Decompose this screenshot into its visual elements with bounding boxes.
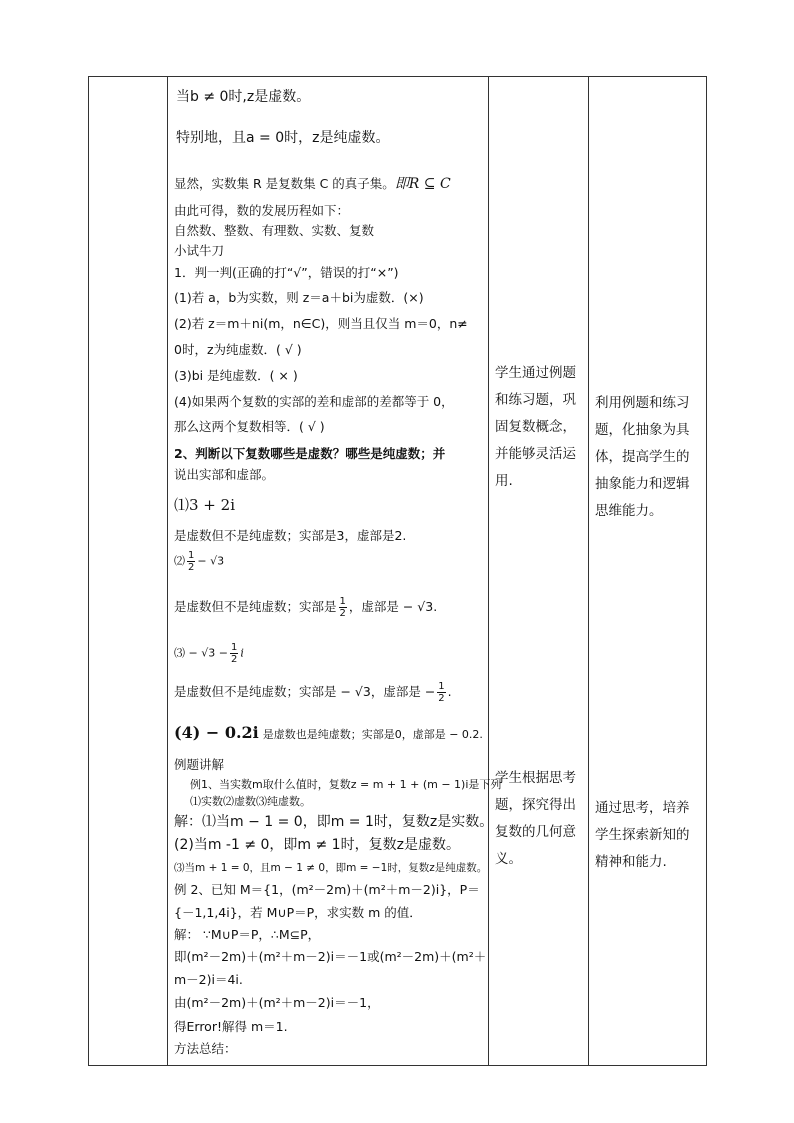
question-2-title: 2、判断以下复数哪些是虚数？哪些是纯虚数；并	[174, 446, 446, 461]
content-cell	[168, 77, 502, 1065]
question-1-item-4: (4)如果两个复数的实部的差和虚部的差都等于 0，	[174, 394, 454, 409]
example-2-solution-1: 解： ∵M∪P＝P，∴M⊆P，	[174, 927, 321, 942]
question-2-answer-1: 是虚数但不是纯虚数；实部是3，虚部是2.	[174, 528, 407, 543]
line-imaginary-condition: 当b ≠ 0时,z是虚数。	[176, 89, 311, 105]
question-1-item-4-cont: 那么这两个复数相等．( √ )	[174, 419, 325, 434]
line-number-sets: 自然数、整数、有理数、实数、复数	[174, 223, 375, 238]
example-2-solution-5: 得Error!解得 m＝1.	[174, 1019, 288, 1034]
example-1-options: ⑴实数⑵虚数⑶纯虚数。	[190, 795, 311, 808]
example-2-title-cont: {－1,1,4i}，若 M∪P＝P，求实数 m 的值．	[174, 905, 422, 920]
example-1-title: 例1、当实数m取什么值时，复数z = m + 1 + (m − 1)i是下列	[190, 778, 502, 791]
example-1-solution-2: (2)当m -1 ≠ 0，即m ≠ 1时，复数z是虚数。	[174, 837, 460, 853]
method-summary: 方法总结：	[174, 1041, 237, 1056]
example-2-title: 例 2、已知 M＝{1，(m²－2m)＋(m²＋m－2)i}，P＝	[174, 882, 480, 897]
student-activity-2: 学生根据思考题，探究得出复数的几何意义。	[495, 770, 576, 867]
example-2-solution-4: 由(m²－2m)＋(m²＋m－2)i＝－1，	[174, 995, 380, 1010]
line-pure-imaginary-condition: 特别地，且a = 0时，z是纯虚数。	[176, 130, 390, 146]
line-real-subset: 显然，实数集 R 是复数集 C 的真子集。即R ⊆ C	[174, 176, 451, 192]
question-2-item-3: ⑶ − √3 − $\frac{1}{2}$ i	[174, 642, 244, 665]
section-examples: 例题讲解	[174, 757, 225, 772]
example-1-solution-3: ⑶当m + 1 = 0，且m − 1 ≠ 0，即m = −1时，复数z是纯虚数。	[174, 862, 488, 874]
question-2-item-1: ⑴3 + 2i	[174, 496, 235, 514]
table-border-bottom	[88, 1065, 707, 1066]
question-2-item-2: ⑵ $\frac{1}{2}$ − √3	[174, 550, 225, 573]
question-2-title-cont: 说出实部和虚部。	[174, 467, 275, 482]
student-activity-1: 学生通过例题和练习题，巩固复数概念，并能够灵活运用.	[495, 365, 576, 489]
question-2-item-4: (4) − 0.2i 是虚数也是纯虚数；实部是0，虚部是 − 0.2.	[174, 723, 483, 742]
question-1-item-3: (3)bi 是纯虚数．( × )	[174, 368, 298, 383]
question-1-title: 1．判一判(正确的打“√”，错误的打“×”)	[174, 265, 399, 280]
example-2-solution-2: 即(m²－2m)＋(m²＋m－2)i＝－1或(m²－2m)＋(m²＋	[174, 949, 487, 964]
design-intent-cell	[589, 77, 706, 1065]
section-quick-practice: 小试牛刀	[174, 243, 225, 258]
question-2-answer-3: 是虚数但不是纯虚数；实部是 − √3，虚部是 − $\frac{1}{2}$ .	[174, 681, 452, 704]
line-development: 由此可得，数的发展历程如下：	[174, 203, 350, 218]
student-activity-cell	[489, 77, 588, 1065]
question-1-item-2-cont: 0时，z为纯虚数．( √ )	[174, 342, 302, 357]
table-border-right	[706, 76, 707, 1066]
question-1-item-1: (1)若 a，b为实数，则 z＝a＋bi为虚数．(×)	[174, 290, 424, 305]
design-intent-2: 通过思考，培养学生探索新知的精神和能力.	[595, 800, 690, 870]
example-2-solution-3: m－2)i＝4i.	[174, 972, 243, 987]
question-2-answer-2: 是虚数但不是纯虚数；实部是 $\frac{1}{2}$ ，虚部是 − √3.	[174, 596, 438, 619]
question-1-item-2: (2)若 z＝m＋ni(m，n∈C)，则当且仅当 m＝0，n≠	[174, 316, 468, 331]
design-intent-1: 利用例题和练习题，化抽象为具体，提高学生的抽象能力和逻辑思维能力。	[595, 395, 690, 519]
stage-cell	[89, 77, 167, 1065]
example-1-solution-1: 解：⑴当m − 1 = 0，即m = 1时，复数z是实数。	[174, 814, 494, 830]
